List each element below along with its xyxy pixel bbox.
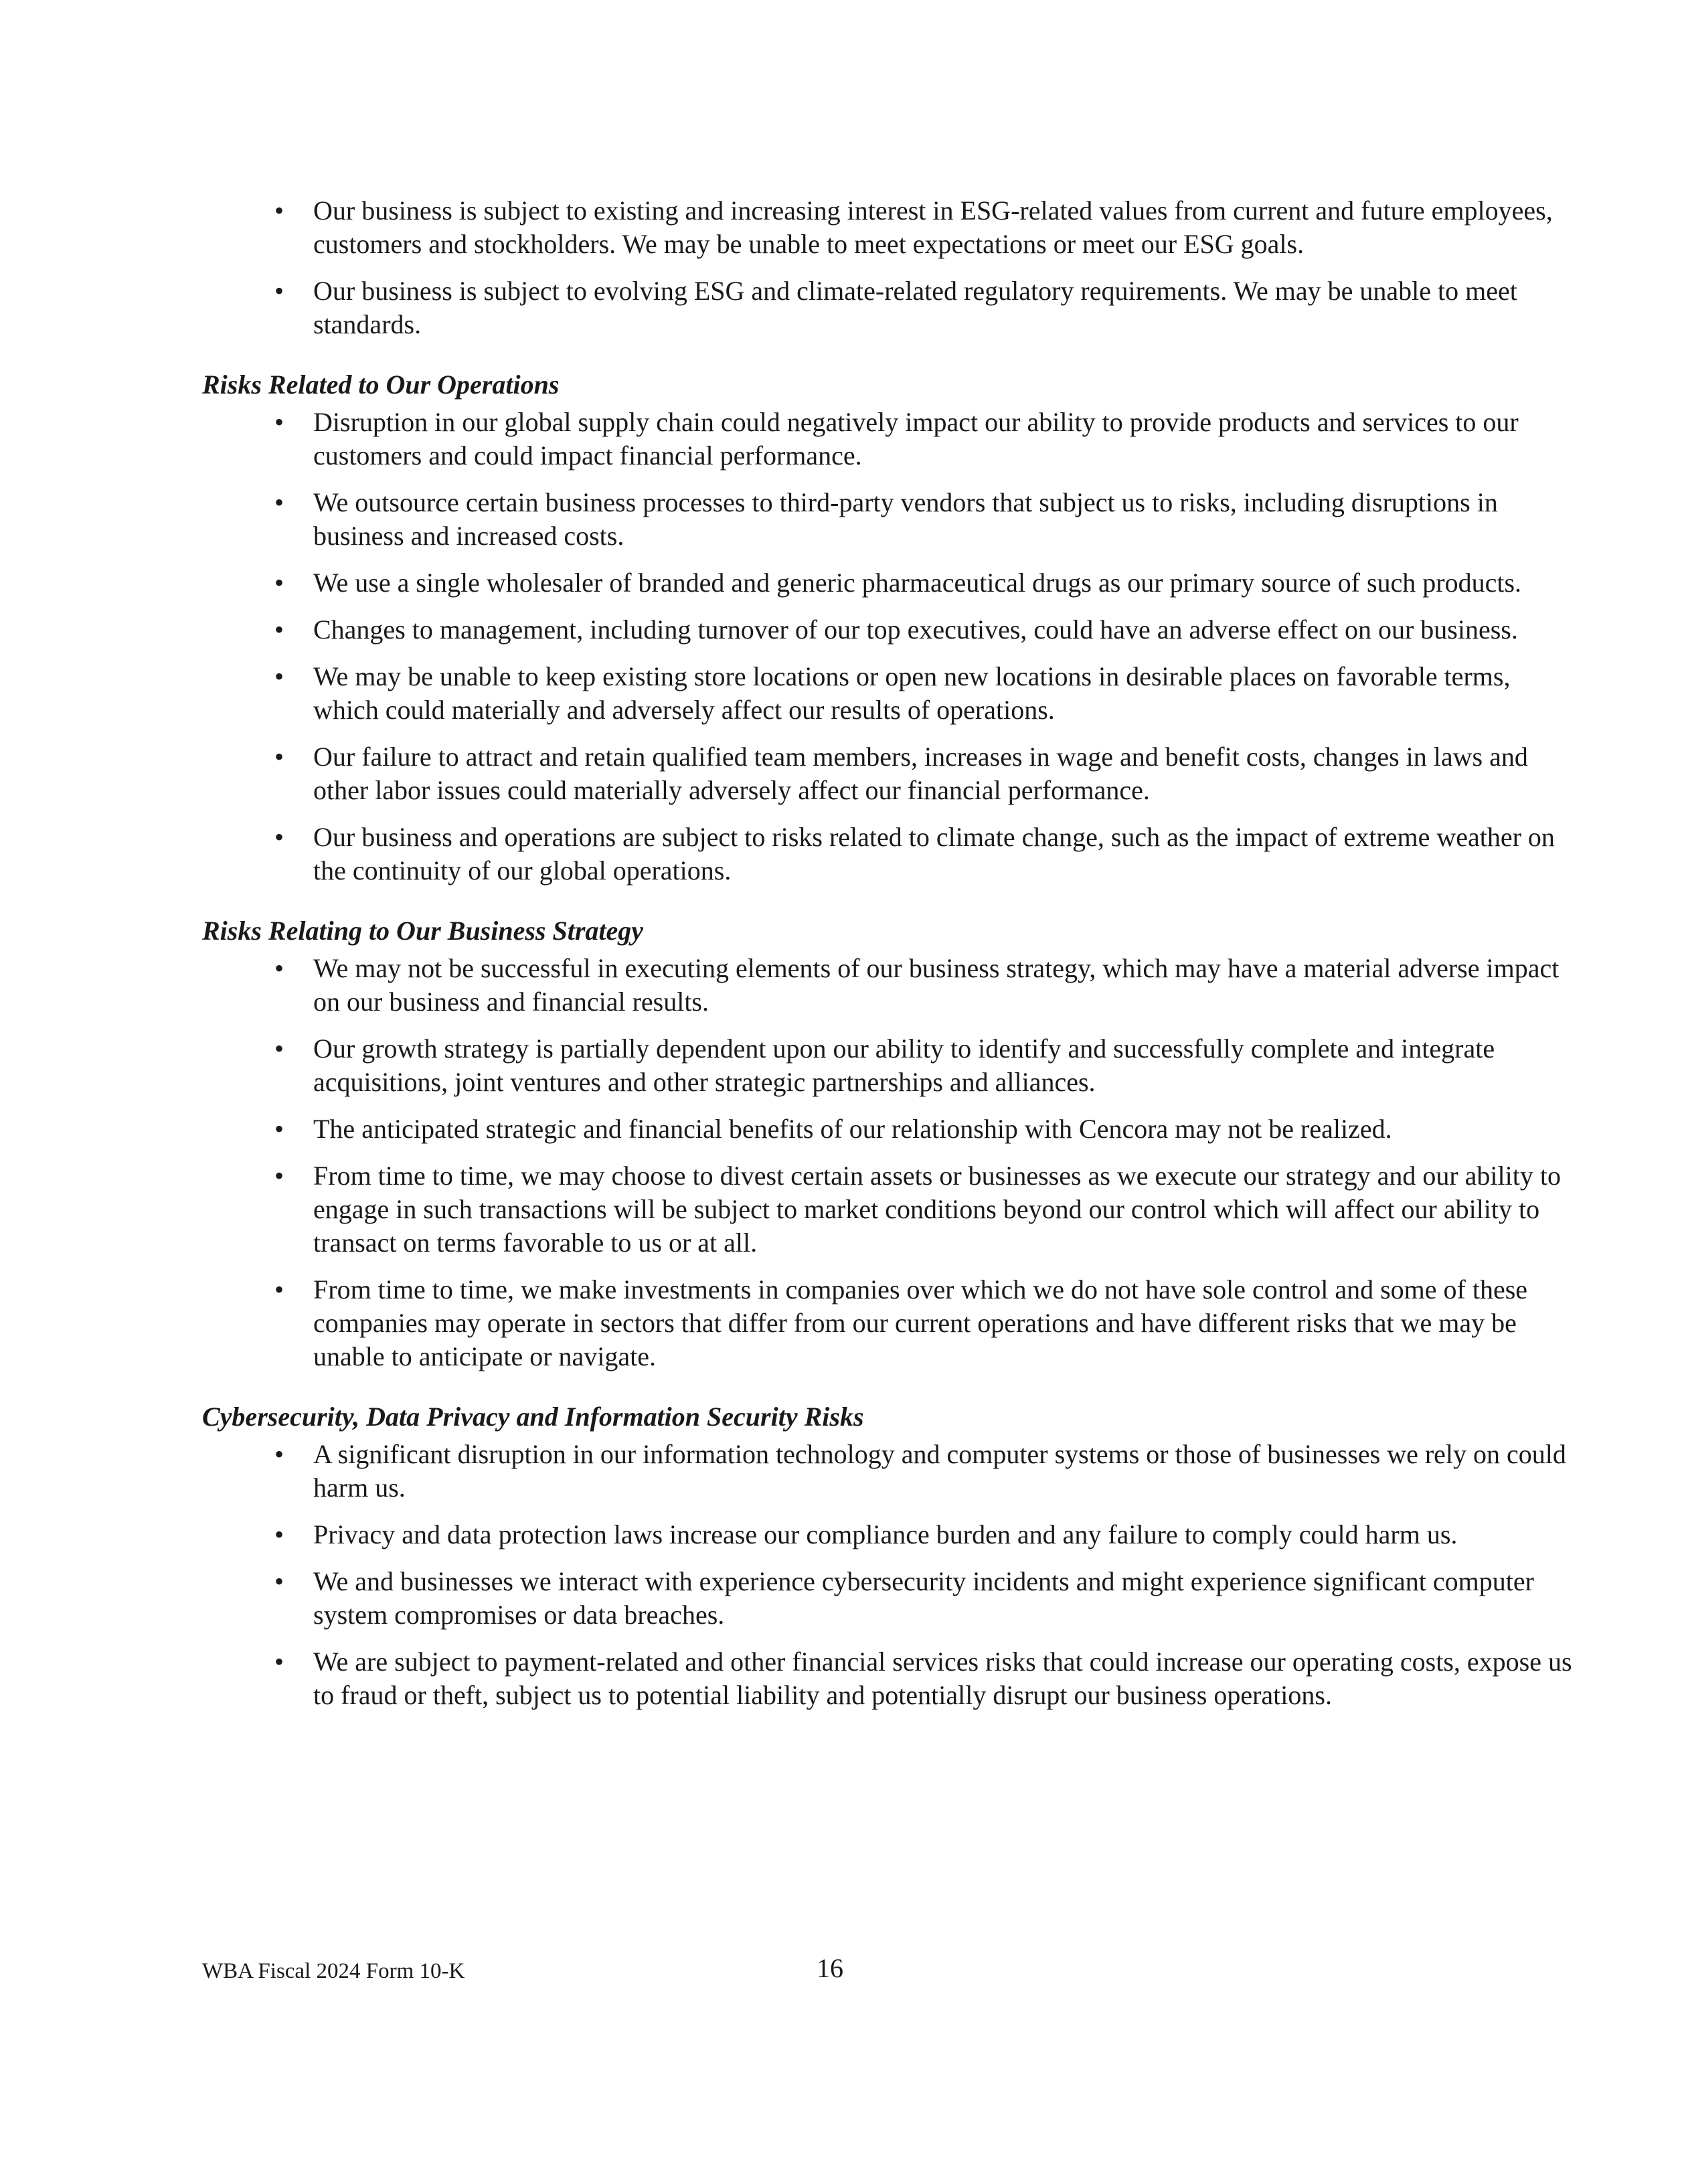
bullet-text: We may be unable to keep existing store locations or open new locations in desirable places on favorable terms, which could materially and adversely affect our results of operations. — [313, 661, 1511, 725]
bullet-list — [202, 952, 1561, 1373]
bullet-icon: • — [274, 1274, 284, 1305]
section-heading: Risks Related to Our Operations — [202, 369, 560, 400]
list-item — [202, 660, 1574, 727]
bullet-icon: • — [274, 568, 284, 598]
bullet-icon: • — [274, 1519, 284, 1549]
list-item — [202, 821, 1574, 888]
bullet-text: We outsource certain business processes to third-party vendors that subject us to risks, including disruptions in business and increased costs. — [313, 487, 1498, 551]
list-item — [202, 952, 1574, 1019]
section-heading: Risks Relating to Our Business Strategy — [202, 916, 644, 946]
bullet-list — [202, 1438, 1572, 1712]
bullet-icon: • — [274, 1647, 284, 1677]
bullet-icon: • — [274, 195, 284, 226]
footer-document-label: WBA Fiscal 2024 Form 10-K — [202, 1959, 465, 1983]
bullet-text: Privacy and data protection laws increase our compliance burden and any failure to comply could harm us. — [313, 1519, 1458, 1549]
list-item — [202, 1032, 1574, 1099]
bullet-icon: • — [274, 487, 284, 517]
list-item — [202, 1565, 1574, 1632]
list-item — [202, 1273, 1574, 1373]
list-item — [202, 1645, 1574, 1712]
list-item — [202, 740, 1574, 807]
list-item — [202, 613, 1574, 647]
bullet-list — [202, 406, 1555, 888]
list-item — [202, 486, 1574, 553]
list-item — [202, 566, 1574, 600]
bullet-icon: • — [274, 1566, 284, 1596]
list-item — [202, 406, 1574, 473]
bullet-text: Our business is subject to existing and increasing interest in ESG-related values from current and future employees, customers and stockholders. We may be unable to meet expectations or meet our ESG goals. — [313, 195, 1553, 259]
bullet-icon: • — [274, 407, 284, 437]
list-item — [202, 194, 1574, 261]
bullet-text: We may not be successful in executing elements of our business strategy, which may have a material adverse impact on our business and financial results. — [313, 953, 1560, 1017]
list-item — [202, 1518, 1574, 1551]
section-heading: Cybersecurity, Data Privacy and Information Security Risks — [202, 1402, 864, 1432]
bullet-icon: • — [274, 661, 284, 691]
bullet-text: We and businesses we interact with experience cybersecurity incidents and might experience significant computer system compromises or data breaches. — [313, 1566, 1534, 1630]
bullet-text: Changes to management, including turnover of our top executives, could have an adverse effect on our business. — [313, 614, 1518, 645]
bullet-icon: • — [274, 742, 284, 772]
list-item — [202, 1438, 1574, 1505]
bullet-text: Our business and operations are subject to risks related to climate change, such as the impact of extreme weather on the continuity of our global operations. — [313, 822, 1555, 886]
bullet-text: Our growth strategy is partially dependent upon our ability to identify and successfully complete and integrate acquisitions, joint ventures and other strategic partnerships and alliances. — [313, 1033, 1495, 1097]
bullet-text: Our failure to attract and retain qualified team members, increases in wage and benefit costs, changes in laws and other labor issues could materially adversely affect our financial performance. — [313, 742, 1528, 805]
section-cybersecurity-risks — [202, 1400, 1572, 1712]
section-business-strategy-risks — [202, 914, 1561, 1373]
page-content — [202, 194, 1572, 1726]
bullet-icon: • — [274, 822, 284, 852]
list-item — [202, 1112, 1574, 1146]
bullet-icon: • — [274, 1033, 284, 1064]
page-number: 16 — [817, 1953, 843, 1983]
bullet-icon: • — [274, 614, 284, 645]
bullet-text: A significant disruption in our information technology and computer systems or those of businesses we rely on could harm us. — [313, 1439, 1566, 1503]
bullet-icon: • — [274, 276, 284, 306]
bullet-icon: • — [274, 1114, 284, 1144]
list-item — [202, 274, 1574, 341]
bullet-icon: • — [274, 1161, 284, 1191]
bullet-text: We use a single wholesaler of branded and generic pharmaceutical drugs as our primary source of such products. — [313, 568, 1522, 598]
bullet-text: We are subject to payment-related and other financial services risks that could increase our operating costs, expose us to fraud or theft, subject us to potential liability and potentially disrupt our business operations. — [313, 1647, 1572, 1710]
bullet-icon: • — [274, 953, 284, 983]
bullet-text: Our business is subject to evolving ESG and climate-related regulatory requirements. We may be unable to meet standards. — [313, 276, 1517, 339]
section-operations-risks — [202, 368, 1555, 888]
bullet-text: Disruption in our global supply chain could negatively impact our ability to provide products and services to our customers and could impact financial performance. — [313, 407, 1519, 471]
bullet-text: The anticipated strategic and financial benefits of our relationship with Cencora may not be realized. — [313, 1114, 1392, 1144]
intro-bullet-list — [202, 194, 1553, 341]
bullet-icon: • — [274, 1439, 284, 1469]
bullet-text: From time to time, we may choose to divest certain assets or businesses as we execute our strategy and our ability to engage in such transactions will be subject to market conditions beyond our control which will affect our ability to transact on terms favorable to us or at all. — [313, 1161, 1561, 1258]
list-item — [202, 1159, 1574, 1260]
bullet-text: From time to time, we make investments in companies over which we do not have sole control and some of these companies may operate in sectors that differ from our current operations and have different risks that we may be unable to anticipate or navigate. — [313, 1274, 1528, 1371]
